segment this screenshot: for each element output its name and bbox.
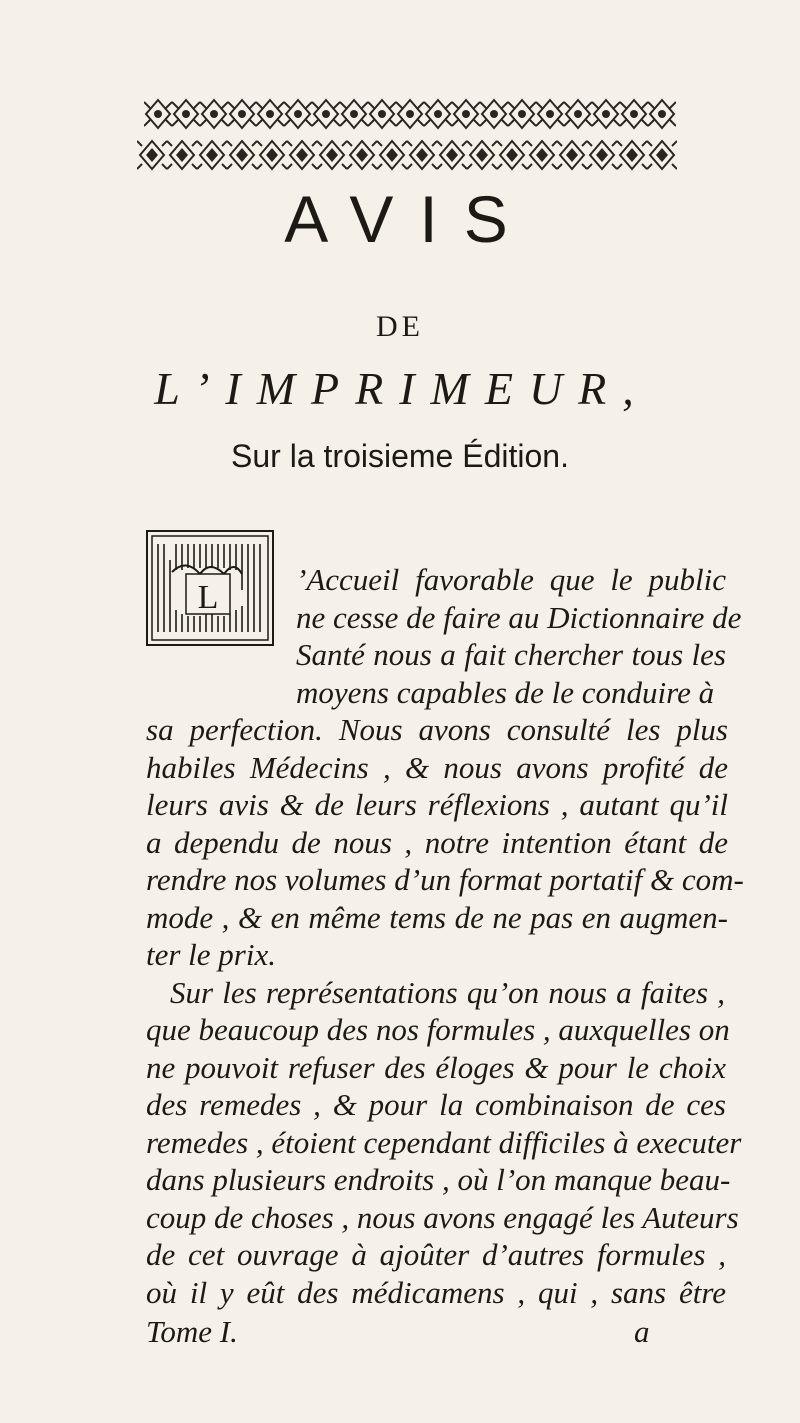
body-line-12: Sur les représentations qu’on nous a faites , bbox=[170, 975, 725, 1010]
body-line-1: ’Accueil favorable que le public bbox=[296, 562, 726, 597]
svg-text:L: L bbox=[197, 579, 219, 616]
body-line-8: a dependu de nous , notre intention étant de bbox=[146, 825, 728, 860]
body-line-7: leurs avis & de leurs réflexions , autant qu’il bbox=[146, 787, 728, 822]
body-line-17: dans plusieurs endroits , où l’on manque beau- bbox=[146, 1162, 731, 1197]
heading-de: DE bbox=[376, 310, 424, 343]
body-line-19: de cet ouvrage à ajoûter d’autres formules , bbox=[146, 1237, 726, 1272]
ornament-band-bottom bbox=[137, 137, 677, 173]
decorated-initial-letter bbox=[146, 530, 274, 646]
body-line-15: des remedes , & pour la combinaison de ces bbox=[146, 1087, 726, 1122]
footer-signature-mark: a bbox=[634, 1314, 650, 1349]
body-line-13: que beaucoup des nos formules , auxquelles on bbox=[146, 1012, 730, 1047]
body-line-10: mode , & en même tems de ne pas en augmen- bbox=[146, 900, 728, 935]
body-line-9: rendre nos volumes d’un format portatif & com- bbox=[146, 862, 744, 897]
body-line-2: ne cesse de faire au Dictionnaire de bbox=[296, 600, 742, 635]
body-line-4: moyens capables de le conduire à bbox=[296, 675, 715, 710]
footer-volume: Tome I. bbox=[146, 1314, 238, 1349]
ornament-band-top bbox=[144, 97, 676, 131]
body-line-16: remedes , étoient cependant difficiles à executer bbox=[146, 1125, 742, 1160]
heading-imprimeur: L’IMPRIMEUR, bbox=[154, 363, 650, 414]
body-line-6: habiles Médecins , & nous avons profité de bbox=[146, 750, 728, 785]
body-line-14: ne pouvoit refuser des éloges & pour le choix bbox=[146, 1050, 726, 1085]
body-line-20: où il y eût des médicamens , qui , sans être bbox=[146, 1275, 726, 1310]
body-line-3: Santé nous a fait chercher tous les bbox=[296, 637, 726, 672]
body-line-5: sa perfection. Nous avons consulté les plus bbox=[146, 712, 728, 747]
body-line-11: ter le prix. bbox=[146, 937, 276, 972]
heading-subtitle: Sur la troisieme Édition. bbox=[231, 438, 569, 474]
heading-avis: AVIS bbox=[284, 182, 534, 256]
body-line-18: coup de choses , nous avons engagé les Auteurs bbox=[146, 1200, 739, 1235]
